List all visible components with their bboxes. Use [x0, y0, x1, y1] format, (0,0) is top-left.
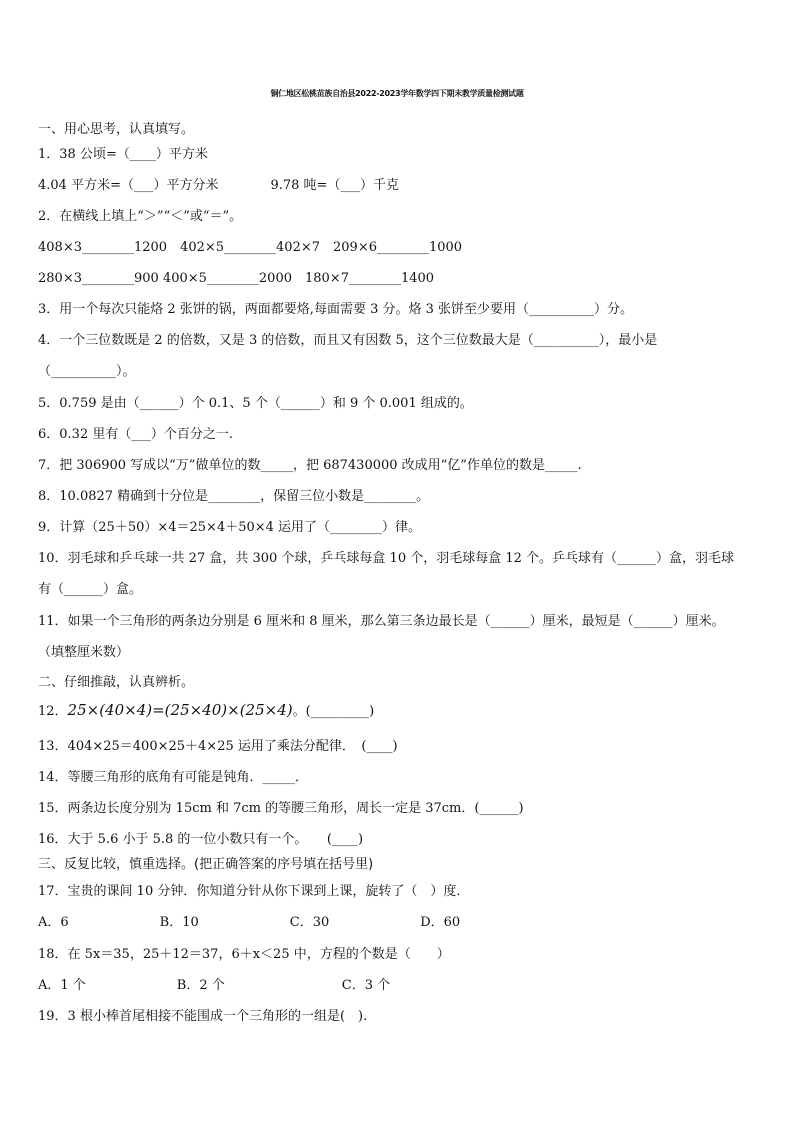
- question-4-cont: （__________）。: [38, 364, 136, 379]
- section-2-heading: 二、仔细推敲，认真辨析。: [38, 675, 195, 690]
- question-4: 4．一个三位数既是 2 的倍数，又是 3 的倍数，而且又有因数 5，这个三位数最大是（__________），最小是: [38, 333, 658, 348]
- question-11: 11．如果一个三角形的两条边分别是 6 厘米和 8 厘米，那么第三条边最长是（______）厘米，最短是（______）厘米。: [38, 614, 725, 629]
- question-18-options: A．1 个 B．2 个 C．3 个: [38, 978, 391, 993]
- question-17-options: A．6 B．10 C．30 D．60: [38, 915, 461, 930]
- question-2: 2．在横线上填上“＞”“＜”或“＝”。: [38, 209, 243, 224]
- question-12-answer-blank: 。(_________): [292, 704, 375, 719]
- question-18: 18．在 5x＝35，25＋12＝37，6＋x＜25 中，方程的个数是（ ）: [38, 947, 450, 962]
- section-3-heading: 三、反复比较，慎重选择。(把正确答案的序号填在括号里): [38, 857, 374, 872]
- question-17: 17．宝贵的课间 10 分钟．你知道分针从你下课到上课，旋转了（ ）度．: [38, 884, 470, 899]
- question-8: 8．10.0827 精确到十分位是________，保留三位小数是________。: [38, 489, 430, 504]
- question-13: 13．404×25＝400×25＋4×25 运用了乘法分配律． (____): [38, 739, 398, 754]
- question-16: 16．大于 5.6 小于 5.8 的一位小数只有一个。 (____): [38, 832, 364, 847]
- question-7: 7．把 306900 写成以“万”做单位的数_____，把 687430000 改成用“亿”作单位的数是_____.: [38, 458, 582, 473]
- question-1: 1．38 公顷=（____）平方米: [38, 147, 208, 162]
- question-3: 3．用一个每次只能烙 2 张饼的锅，两面都要烙,每面需要 3 分。烙 3 张饼至少要用（__________）分。: [38, 302, 634, 317]
- question-11-note: （填整厘米数）: [38, 645, 130, 660]
- question-15: 15．两条边长度分别为 15cm 和 7cm 的等腰三角形，周长一定是 37cm．(______): [38, 801, 524, 816]
- question-2-row-2: 280×3________900 400×5________2000 180×7________1400: [38, 271, 435, 286]
- question-12-number: 12．: [38, 704, 68, 719]
- question-14: 14．等腰三角形的底角有可能是钝角．_____．: [38, 770, 309, 785]
- question-1-part-2: 4.04 平方米=（___）平方分米 9.78 吨=（___）千克: [38, 178, 399, 193]
- question-6: 6．0.32 里有（___）个百分之一.: [38, 427, 233, 442]
- question-19: 19．3 根小棒首尾相接不能围成一个三角形的一组是( ).: [38, 1009, 368, 1024]
- question-2-row-1: 408×3________1200 402×5________402×7 209×6________1000: [38, 240, 463, 255]
- section-1-heading: 一、用心思考，认真填写。: [38, 122, 195, 137]
- question-12: [38, 701, 374, 721]
- page-title: 铜仁地区松桃苗族自治县2022-2023学年数学四下期末教学质量检测试题: [270, 89, 524, 98]
- question-10: 10．羽毛球和乒乓球一共 27 盒，共 300 个球，乒乓球每盒 10 个，羽毛球每盒 12 个。乒乓球有（______）盒，羽毛球: [38, 551, 735, 566]
- question-10-cont: 有（______）盒。: [38, 582, 143, 597]
- question-12-formula: 25×(40×4)=(25×40)×(25×4): [67, 701, 293, 719]
- question-5: 5．0.759 是由（______）个 0.1、5 个（______）和 9 个 0.001 组成的。: [38, 396, 473, 411]
- question-9: 9．计算（25＋50）×4＝25×4＋50×4 运用了（________）律。: [38, 520, 422, 535]
